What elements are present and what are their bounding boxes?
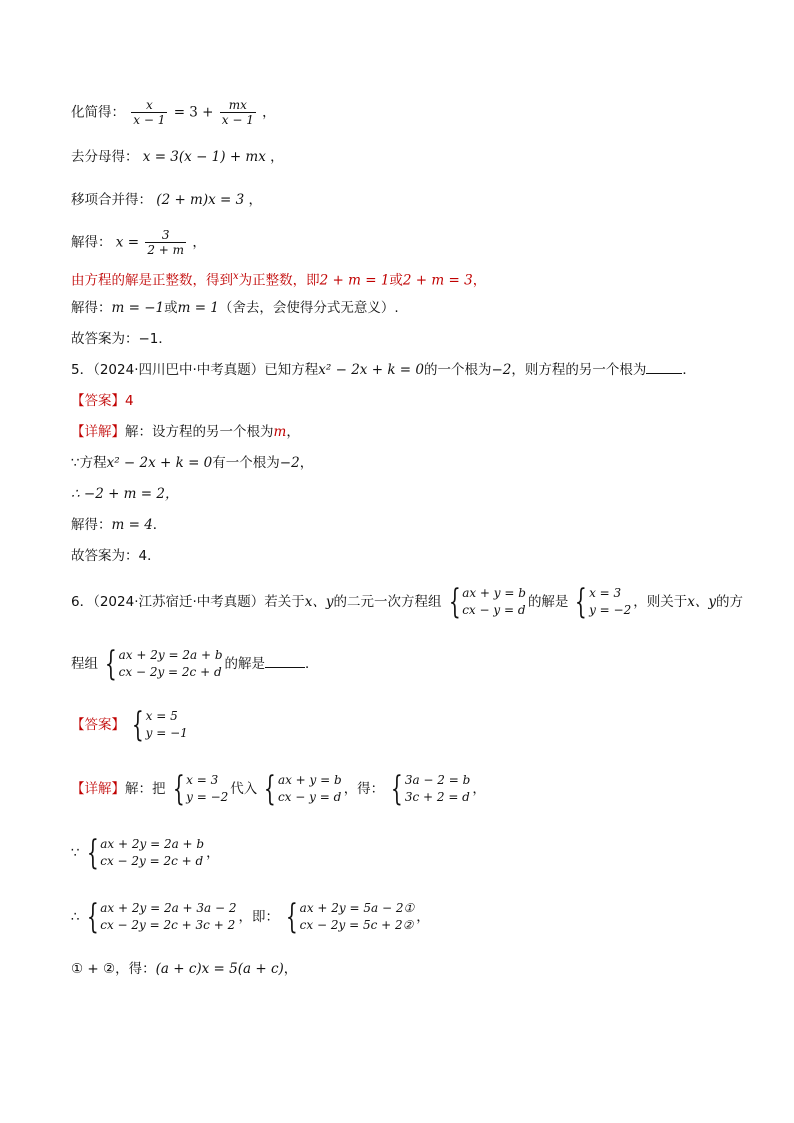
denominator: x − 1 [221,113,254,127]
q6-answer [71,705,190,745]
math-text: = 3 + [173,104,214,121]
math-expression: (a + c)x = 5(a + c) [155,961,284,977]
question-6-line-2 [71,644,319,684]
system-row: ax + y = b [277,773,342,787]
punct: ， [286,424,300,440]
punct: ， [283,961,298,977]
brace: { [172,769,185,809]
text: 代入 [230,781,258,797]
system-row: ax + 2y = 2a + 3a − 2 [100,901,237,915]
math-expression: 2 + m = 1 [319,272,390,289]
system-row: x = 3 [186,773,219,787]
brace: { [391,769,403,809]
solution-system [168,769,229,809]
text: 或 [164,300,178,316]
system-row: ax + 2y = 2a + b [118,648,223,662]
text: 为正整数，即 [238,272,320,289]
punct: ， [472,781,486,797]
answer-blank [646,361,682,374]
punct: ． [152,517,167,533]
label: 移项合并得： [71,192,152,208]
system-row: y = −2 [186,790,229,804]
text: 的二元一次方程组 [333,594,442,610]
answer-system [127,705,188,745]
label: 化简得： [71,104,125,121]
system-row: ax + y = b [462,586,526,600]
brace: { [86,897,99,937]
numerator: mx [228,98,247,112]
text: ，则关于 [633,594,688,610]
text: 的解是 [527,594,569,610]
system-row: cx − y = d [462,603,526,617]
q5-answer [71,391,134,411]
punct: ， [270,149,284,165]
denominator: 2 + m [147,243,185,257]
text: 程组 [71,656,98,672]
text: 解得： [71,517,112,533]
answer-label: 【答案】 [71,717,125,733]
question-number: 6． [71,594,94,610]
question-source: （2024·四川巴中·中考真题） [93,362,265,378]
q5-step-1 [71,453,313,473]
brace: { [448,582,461,622]
text: ，即： [238,909,280,925]
punct: ， [262,104,276,121]
system-row: cx − 2y = 2c + d [100,854,204,868]
punct: ， [472,272,487,289]
denominator: x − 1 [133,113,166,127]
answer-line: 故答案为：−1． [71,331,172,347]
fraction [145,228,186,257]
punct: ． [305,656,319,672]
system-row: x = 3 [589,586,622,600]
system-row: 3a − 2 = b [404,773,471,787]
q6-detail-3 [71,897,430,937]
text: 有一个根为 [212,455,280,471]
answer-blank [265,655,305,668]
math-vars: x、y [687,594,716,610]
brace: { [86,833,99,873]
system-row: ax + 2y = 5a − 2① [299,901,415,915]
label: 解得： [71,300,112,316]
fraction [131,98,167,127]
brace: { [264,769,277,809]
detail-label: 【详解】 [71,424,125,440]
equation-system [100,644,223,684]
solution-system [570,582,632,622]
math-expression: 2 + m = 3 [402,272,473,289]
solution-line [71,298,399,318]
system-row: cx − 2y = 5c + 2② [299,918,414,932]
answer-label: 【答案】 [71,393,125,409]
punct: ． [682,362,696,378]
punct: ， [248,192,263,208]
q6-detail-1 [71,769,486,809]
numerator: x [145,98,153,112]
text: 由方程的解是正整数，得到 [71,272,233,289]
text: 的方 [715,594,743,610]
math-expression: x² − 2x + k = 0 [106,455,213,471]
text: 的一个根为 [423,362,492,378]
question-source: （2024·江苏宿迁·中考真题） [93,594,265,610]
math-var: m [273,424,287,440]
detail-label: 【详解】 [71,781,125,797]
math-expression: −2 [491,362,512,378]
math-var: x [233,271,239,282]
system-row: cx − 2y = 2c + d [118,665,222,679]
text: ∴ [71,909,80,925]
answer-value: 4 [125,393,134,409]
punct: ， [206,845,220,861]
math-text: x = [115,234,140,251]
text: 若关于 [264,594,305,610]
text: 解：把 [125,781,166,797]
system-row: cx − 2y = 2c + 3c + 2 [100,918,236,932]
punct: ， [192,234,206,251]
math-expression: m = 1 [177,300,219,316]
text: ，得： [343,781,385,797]
equation-system [259,769,342,809]
combine-line [71,190,262,210]
text: ∵ [71,845,80,861]
label: 去分母得： [71,149,139,165]
brace: { [285,897,298,937]
system-row: cx − y = d [277,790,342,804]
math-expression: m = −1 [111,300,165,316]
question-6-line-1 [71,582,743,622]
text: 解：设方程的另一个根为 [125,424,274,440]
equation-system [281,897,415,937]
math-expression: x² − 2x + k = 0 [318,362,424,378]
denominator-clear-line [71,147,284,167]
q6-detail-4 [71,959,297,979]
solve-line [71,228,206,257]
q5-step-3 [71,515,166,535]
text: 已知方程 [264,362,319,378]
punct: ， [299,455,314,471]
text: （舍去，会使得分式无意义）. [218,300,399,316]
q5-detail [71,422,300,442]
simplify-line [71,98,276,127]
math-expression: x = 3(x − 1) + mx [142,149,266,165]
brace: { [104,644,117,684]
equation-system [82,833,205,873]
brace: { [575,582,588,622]
q5-final: 故答案为：4． [71,548,161,564]
text: ∵方程 [71,455,107,471]
system-row: y = −1 [145,726,188,740]
numerator: 3 [161,228,170,242]
label: 解得： [71,234,112,251]
text: ，则方程的另一个根为 [511,362,647,378]
math-expression: (2 + m)x = 3 [156,192,245,208]
system-row: ax + 2y = 2a + b [100,837,205,851]
math-expression: −2 [279,455,300,471]
system-row: 3c + 2 = d [404,790,470,804]
integer-condition-line [71,267,486,291]
system-row: y = −2 [589,603,632,617]
equation-system [444,582,526,622]
text: 的解是 [224,656,265,672]
equation-system [82,897,237,937]
punct: ， [416,909,430,925]
fraction [220,98,256,127]
math-vars: x、y [304,594,334,610]
question-number: 5． [71,362,94,378]
system-row: x = 5 [145,709,178,723]
q5-step-2: ∴ −2 + m = 2， [71,486,179,502]
question-5 [71,360,696,380]
result-system [386,769,471,809]
q6-detail-2 [71,833,220,873]
math-expression: m = 4 [111,517,153,533]
text: ① + ②，得： [71,961,156,977]
brace: { [131,705,144,745]
text: 或 [389,272,403,289]
